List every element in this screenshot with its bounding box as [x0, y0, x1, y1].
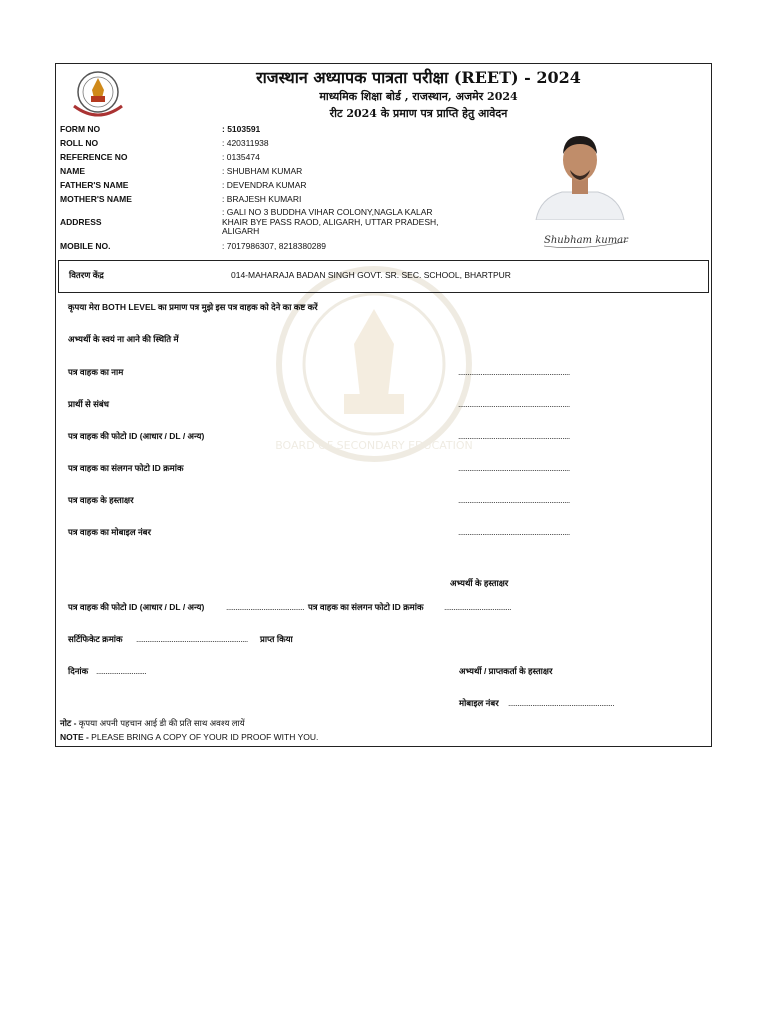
name-row	[60, 164, 520, 178]
bearer-name-line[interactable]: ............................................................	[458, 367, 570, 377]
roll-no-value: : 420311938	[222, 138, 269, 148]
received-text: प्राप्त किया	[260, 634, 293, 644]
exam-title: राजस्थान अध्यापक पात्रता परीक्षा (REET) - 2024	[256, 68, 581, 87]
mobile-label: MOBILE NO.	[60, 240, 111, 251]
candidate-details	[60, 122, 520, 253]
name-label: NAME	[60, 166, 86, 176]
father-name-label: FATHER'S NAME	[60, 180, 129, 190]
reference-no-label: REFERENCE NO	[60, 152, 128, 162]
bearer-photo-id-label: पत्र वाहक की फोटो ID (आधार / DL / अन्य)	[68, 431, 205, 441]
certificate-number-label: सर्टिफिकेट क्रमांक	[68, 634, 123, 644]
date-label: दिनांक	[68, 666, 89, 676]
office-photo-id-line[interactable]: ..........................................	[226, 602, 305, 612]
reference-no-row	[60, 150, 520, 164]
receiver-mobile-label: मोबाइल नंबर	[459, 698, 499, 708]
hindi-note-prefix: नोट -	[60, 718, 77, 728]
roll-no-row	[60, 136, 520, 150]
mobile-value: : 7017986307, 8218380289	[222, 240, 326, 251]
bearer-mobile-label: पत्र वाहक का मोबाइल नंबर	[68, 527, 151, 537]
hindi-note	[60, 718, 245, 729]
distribution-center-value: 014-MAHARAJA BADAN SINGH GOVT. SR. SEC. SCHOOL, BHARTPUR	[231, 270, 511, 280]
bearer-signature-label: पत्र वाहक के हस्ताक्षर	[68, 495, 134, 505]
reference-no-value: : 0135474	[222, 152, 260, 162]
receiver-signature-label: अभ्यर्थी / प्राप्तकर्ता के हस्ताक्षर	[459, 666, 553, 676]
receiver-mobile-line[interactable]: .........................................................	[508, 698, 615, 708]
board-name: माध्यमिक शिक्षा बोर्ड , राजस्थान, अजमेर 2024	[319, 90, 518, 103]
mother-name-label: MOTHER'S NAME	[60, 194, 132, 204]
mobile-row	[60, 239, 520, 253]
mother-name-row	[60, 192, 520, 206]
bearer-mobile-line[interactable]: ............................................................	[458, 527, 570, 537]
absent-heading: अभ्यर्थी के स्वयं ना आने की स्थिति में	[68, 334, 179, 344]
certificate-application-form	[55, 63, 712, 747]
candidate-signature-label: अभ्यर्थी के हस्ताक्षर	[450, 578, 509, 588]
certificate-number-line[interactable]: ............................................................	[136, 634, 248, 644]
form-no-label: FORM NO	[60, 124, 101, 134]
address-row	[60, 206, 520, 239]
roll-no-label: ROLL NO	[60, 138, 99, 148]
request-text: कृपया मेरा BOTH LEVEL का प्रमाण पत्र मुझे इस पत्र वाहक को देने का कष्ट करें	[68, 302, 318, 312]
bearer-name-label: पत्र वाहक का नाम	[68, 367, 124, 377]
form-no-value: : 5103591	[222, 124, 261, 134]
english-note	[60, 732, 318, 742]
office-id-number-line[interactable]: ....................................	[444, 602, 512, 612]
distribution-center-label: वितरण केंद्र	[69, 270, 104, 280]
bearer-id-number-label: पत्र वाहक का संलगन फोटो ID क्रमांक	[68, 463, 184, 473]
svg-text:BOARD OF SECONDARY EDUCATION: BOARD OF SECONDARY EDUCATION	[275, 439, 473, 452]
relation-line[interactable]: ............................................................	[458, 399, 570, 409]
bearer-signature-line[interactable]: ............................................................	[458, 495, 570, 505]
mother-name-value: : BRAJESH KUMARI	[222, 194, 302, 204]
address-value: : GALI NO 3 BUDDHA VIHAR COLONY,NAGLA KALAR KHAIR BYE PASS RAOD, ALIGARH, UTTAR PRADESH, ALIGARH	[222, 207, 439, 236]
relation-label: प्रार्थी से संबंध	[68, 399, 109, 409]
office-id-number-label: पत्र वाहक का संलगन फोटो ID क्रमांक	[308, 602, 424, 612]
candidate-signature	[542, 227, 632, 251]
english-note-prefix: NOTE -	[60, 732, 89, 742]
form-subtitle: रीट 2024 के प्रमाण पत्र प्राप्ति हेतु आवेदन	[329, 107, 508, 120]
board-seal-watermark	[274, 264, 474, 464]
form-no-row	[60, 122, 520, 136]
candidate-photo	[532, 126, 628, 220]
date-line[interactable]: ...........................	[96, 666, 147, 676]
bearer-photo-id-line[interactable]: ............................................................	[458, 431, 570, 441]
address-label: ADDRESS	[60, 216, 102, 227]
english-note-text: PLEASE BRING A COPY OF YOUR ID PROOF WITH YOU.	[88, 732, 319, 742]
father-name-value: : DEVENDRA KUMAR	[222, 180, 307, 190]
signature-text: Shubham kumar	[544, 235, 628, 246]
name-value: : SHUBHAM KUMAR	[222, 166, 303, 176]
office-photo-id-label: पत्र वाहक की फोटो ID (आधार / DL / अन्य)	[68, 602, 205, 612]
hindi-note-text: कृपया अपनी पहचान आई डी की प्रति साथ अवश्य लायें	[76, 718, 245, 728]
bearer-id-number-line[interactable]: ............................................................	[458, 463, 570, 473]
father-name-row	[60, 178, 520, 192]
distribution-center-box	[58, 260, 709, 293]
